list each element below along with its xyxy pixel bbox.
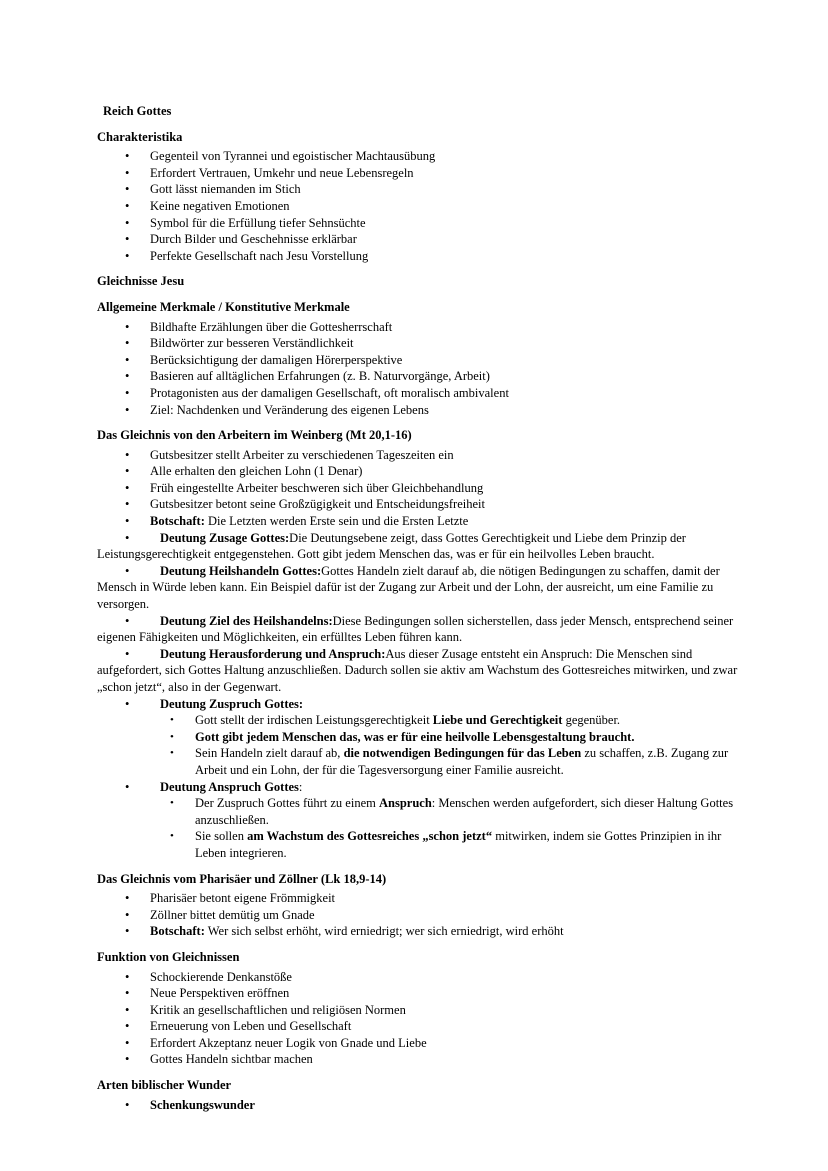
bullet-item	[97, 319, 739, 336]
item-text	[195, 746, 728, 777]
bullet-marker: •	[170, 730, 174, 743]
bullet-marker: •	[125, 402, 130, 417]
text-run: Keine negativen Emotionen	[150, 198, 290, 213]
item-text	[97, 647, 737, 694]
text-run: Gutsbesitzer stellt Arbeiter zu verschiedenen Tageszeiten ein	[150, 447, 454, 462]
item-text	[195, 730, 634, 744]
item-text	[195, 829, 721, 860]
section-heading: Allgemeine Merkmale / Konstitutive Merkmale	[97, 299, 350, 314]
bullet-marker: •	[125, 182, 130, 197]
bullet-marker: •	[125, 1019, 130, 1034]
bullet-item	[97, 1002, 739, 1019]
bullet-item	[97, 148, 739, 165]
item-text	[150, 1052, 313, 1066]
bullet-item	[97, 181, 739, 198]
text-run: Berücksichtigung der damaligen Hörerperspektive	[150, 352, 403, 367]
text-run-bold: Deutung Heilshandeln Gottes:	[160, 563, 322, 578]
bullet-marker: •	[125, 447, 130, 462]
bullet-item	[97, 969, 739, 986]
bullet-marker: •	[125, 696, 130, 711]
section-heading: Das Gleichnis von den Arbeitern im Weinberg (Mt 20,1-16)	[97, 428, 412, 443]
item-text	[150, 514, 468, 528]
item-text	[150, 199, 290, 213]
text-run: Gott lässt niemanden im Stich	[150, 182, 301, 197]
item-text	[150, 353, 402, 367]
item-text	[160, 697, 303, 711]
text-run-bold: Gott gibt jedem Menschen das, was er für eine heilvolle Lebensgestaltung braucht.	[195, 729, 635, 744]
sub-bullet-item	[97, 745, 739, 778]
bullet-marker: •	[125, 198, 130, 213]
bullet-item	[97, 779, 739, 796]
text-run-bold: am Wachstum des Gottesreiches „schon jetzt“	[247, 829, 493, 844]
item-text	[150, 249, 368, 263]
bullet-item	[97, 890, 739, 907]
text-run: Pharisäer betont eigene Frömmigkeit	[150, 891, 336, 906]
bullet-marker: •	[125, 497, 130, 512]
text-run: Gegenteil von Tyrannei und egoistischer Machtausübung	[150, 149, 436, 164]
bullet-item	[97, 613, 739, 646]
section-heading: Gleichnisse Jesu	[97, 274, 185, 289]
document-content	[97, 103, 739, 1113]
bullet-marker: •	[125, 385, 130, 400]
text-run: gegenüber.	[562, 713, 621, 728]
bullet-marker: •	[170, 747, 174, 760]
text-run: Die Letzten werden Erste sein und die Ersten Letzte	[204, 514, 469, 529]
bullet-marker: •	[125, 924, 130, 939]
bullet-marker: •	[125, 907, 130, 922]
text-run-bold: Deutung Anspruch Gottes	[160, 779, 299, 794]
text-run: Neue Perspektiven eröffnen	[150, 986, 290, 1001]
bullet-item	[97, 352, 739, 369]
bullet-marker: •	[125, 248, 130, 263]
bullet-item	[97, 402, 739, 419]
item-text	[150, 448, 454, 462]
text-run-bold: Deutung Zuspruch Gottes:	[160, 696, 304, 711]
text-run: Wer sich selbst erhöht, wird erniedrigt; wer sich erniedrigt, wird erhöht	[204, 924, 564, 939]
text-run: mitwirken, indem sie Gottes Prinzipien in ihr Leben integrieren.	[195, 829, 722, 860]
text-run-bold: Botschaft:	[150, 924, 205, 939]
bullet-marker: •	[125, 530, 130, 545]
bullet-item	[97, 907, 739, 924]
text-run-bold: Deutung Zusage Gottes:	[160, 530, 290, 545]
text-run: Ziel: Nachdenken und Veränderung des eigenen Lebens	[150, 402, 429, 417]
item-text	[150, 232, 357, 246]
bullet-marker: •	[125, 464, 130, 479]
text-run: Erfordert Akzeptanz neuer Logik von Gnade und Liebe	[150, 1035, 427, 1050]
bullet-marker: •	[125, 646, 130, 661]
item-text	[97, 531, 686, 562]
bullet-marker: •	[125, 232, 130, 247]
bullet-marker: •	[125, 986, 130, 1001]
item-text	[150, 970, 292, 984]
sub-bullet-item	[97, 712, 739, 729]
item-text	[150, 336, 354, 350]
bullet-item	[97, 385, 739, 402]
item-text	[150, 369, 490, 383]
item-text	[97, 614, 733, 645]
bullet-item	[97, 1018, 739, 1035]
text-run: Protagonisten aus der damaligen Gesellschaft, oft moralisch ambivalent	[150, 385, 509, 400]
item-text	[150, 1036, 427, 1050]
text-run-bold: Deutung Ziel des Heilshandelns:	[160, 613, 333, 628]
bullet-item	[97, 1035, 739, 1052]
sub-bullet-item	[97, 828, 739, 861]
sub-bullet-item	[97, 795, 739, 828]
bullet-item	[97, 447, 739, 464]
section-heading: Arten biblischer Wunder	[97, 1078, 232, 1093]
text-run: Zöllner bittet demütig um Gnade	[150, 907, 315, 922]
text-run: Kritik an gesellschaftlichen und religiösen Normen	[150, 1002, 406, 1017]
item-text	[150, 497, 485, 511]
bullet-marker: •	[125, 336, 130, 351]
bullet-item	[97, 165, 739, 182]
bullet-item	[97, 248, 739, 265]
item-text	[150, 1003, 406, 1017]
text-run: Bildwörter zur besseren Verständlichkeit	[150, 336, 354, 351]
text-run: Diese Bedingungen sollen sicherstellen, dass jeder Mensch, entsprechend seiner eigenen Fähigkeiten und Möglichkeiten, ein erfülltes Leben führen kann.	[97, 613, 734, 645]
text-run: Der Zuspruch Gottes führt zu einem	[195, 796, 379, 811]
bullet-item	[97, 335, 739, 352]
item-text	[150, 149, 435, 163]
text-run: Sein Handeln zielt darauf ab,	[195, 746, 344, 761]
text-run: Erneuerung von Leben und Gesellschaft	[150, 1019, 352, 1034]
item-text	[150, 386, 509, 400]
item-text	[150, 166, 414, 180]
item-text	[150, 986, 289, 1000]
text-run-bold: Deutung Herausforderung und Anspruch:	[160, 646, 386, 661]
bullet-marker: •	[170, 714, 174, 727]
bullet-marker: •	[125, 969, 130, 984]
bullet-item	[97, 563, 739, 613]
text-run: zu schaffen, z.B. Zugang zur Arbeit und ein Lohn, der für die Tagesversorgung einer Familie ausreicht.	[195, 746, 729, 777]
text-run: Erfordert Vertrauen, Umkehr und neue Lebensregeln	[150, 165, 414, 180]
bullet-item	[97, 198, 739, 215]
item-text	[195, 796, 733, 827]
sub-bullet-item	[97, 729, 739, 746]
bullet-marker: •	[170, 797, 174, 810]
bullet-item	[97, 646, 739, 696]
text-run-bold: Botschaft:	[150, 514, 205, 529]
text-run: Gottes Handeln sichtbar machen	[150, 1052, 313, 1067]
bullet-marker: •	[125, 1035, 130, 1050]
bullet-marker: •	[125, 480, 130, 495]
bullet-item	[97, 696, 739, 713]
bullet-marker: •	[125, 1052, 130, 1067]
bullet-marker: •	[125, 563, 130, 578]
item-text	[150, 464, 362, 478]
text-run: Gott stellt der irdischen Leistungsgerechtigkeit	[195, 713, 433, 728]
bullet-marker: •	[125, 891, 130, 906]
text-run: : Menschen werden aufgefordert, sich dieser Haltung Gottes anzuschließen.	[195, 796, 734, 827]
bullet-item	[97, 231, 739, 248]
item-text	[150, 216, 366, 230]
text-run: Die Deutungsebene zeigt, dass Gottes Gerechtigkeit und Liebe dem Prinzip der Leistungsgerechtigkeit entgegenstehen. Gott gibt jedem Menschen das, was er für ein heilvolles Leben braucht.	[97, 530, 686, 562]
item-text	[160, 780, 302, 794]
bullet-item	[97, 1097, 739, 1114]
bullet-marker: •	[125, 779, 130, 794]
text-run: Schockierende Denkanstöße	[150, 969, 292, 984]
text-run: Gutsbesitzer betont seine Großzügigkeit und Entscheidungsfreiheit	[150, 497, 485, 512]
text-run: Durch Bilder und Geschehnisse erklärbar	[150, 232, 357, 247]
bullet-marker: •	[125, 319, 130, 334]
bullet-marker: •	[125, 215, 130, 230]
item-text	[150, 924, 564, 938]
bullet-item	[97, 368, 739, 385]
bullet-item	[97, 985, 739, 1002]
section-heading: Reich Gottes	[103, 104, 172, 118]
text-run: Früh eingestellte Arbeiter beschweren sich über Gleichbehandlung	[150, 480, 484, 495]
bullet-item	[97, 463, 739, 480]
section-heading: Charakteristika	[97, 129, 183, 144]
item-text	[150, 891, 335, 905]
bullet-marker: •	[125, 165, 130, 180]
text-run: Perfekte Gesellschaft nach Jesu Vorstellung	[150, 248, 369, 263]
text-run-bold: Schenkungswunder	[150, 1097, 255, 1112]
item-text	[150, 908, 315, 922]
bullet-item	[97, 1051, 739, 1068]
text-run-bold: die notwendigen Bedingungen für das Leben	[343, 746, 582, 761]
text-run: Alle erhalten den gleichen Lohn (1 Denar)	[150, 464, 363, 479]
text-run: Sie sollen	[195, 829, 248, 844]
bullet-item	[97, 215, 739, 232]
text-run: Symbol für die Erfüllung tiefer Sehnsüchte	[150, 215, 366, 230]
text-run-bold: Anspruch	[378, 796, 432, 811]
text-run: Gottes Handeln zielt darauf ab, die nötigen Bedingungen zu schaffen, damit der Mensch in Würde leben kann. Ein Beispiel dafür ist der Zugang zur Arbeit und der Lohn, der ausreicht, um eine Familie zu versorgen.	[97, 563, 720, 612]
bullet-marker: •	[125, 613, 130, 628]
bullet-item	[97, 480, 739, 497]
bullet-item	[97, 923, 739, 940]
item-text	[150, 1019, 351, 1033]
item-text	[97, 564, 720, 611]
bullet-marker: •	[125, 352, 130, 367]
bullet-item	[97, 530, 739, 563]
section-heading: Funktion von Gleichnissen	[97, 949, 240, 964]
bullet-marker: •	[125, 1097, 130, 1112]
bullet-marker: •	[125, 369, 130, 384]
text-run: Aus dieser Zusage entsteht ein Anspruch: Die Menschen sind aufgefordert, sich Gottes Haltung anzuschließen. Dadurch sollen sie aktiv am Wachstum des Gottesreiches mitwirken, und zwar „schon jetzt“, also in der Gegenwart.	[97, 646, 738, 694]
item-text	[150, 403, 429, 417]
item-text	[195, 713, 620, 727]
bullet-marker: •	[170, 830, 174, 843]
item-text	[150, 320, 392, 334]
text-run: Bildhafte Erzählungen über die Gottesherrschaft	[150, 319, 393, 334]
section-heading: Das Gleichnis vom Pharisäer und Zöllner (Lk 18,9-14)	[97, 871, 387, 886]
bullet-marker: •	[125, 514, 130, 529]
bullet-item	[97, 496, 739, 513]
item-text	[150, 182, 301, 196]
bullet-item	[97, 513, 739, 530]
item-text	[150, 1098, 255, 1112]
text-run-bold: Liebe und Gerechtigkeit	[432, 713, 563, 728]
text-run: Basieren auf alltäglichen Erfahrungen (z. B. Naturvorgänge, Arbeit)	[150, 369, 490, 384]
bullet-marker: •	[125, 149, 130, 164]
text-run: :	[298, 779, 303, 794]
item-text	[150, 481, 483, 495]
bullet-marker: •	[125, 1002, 130, 1017]
